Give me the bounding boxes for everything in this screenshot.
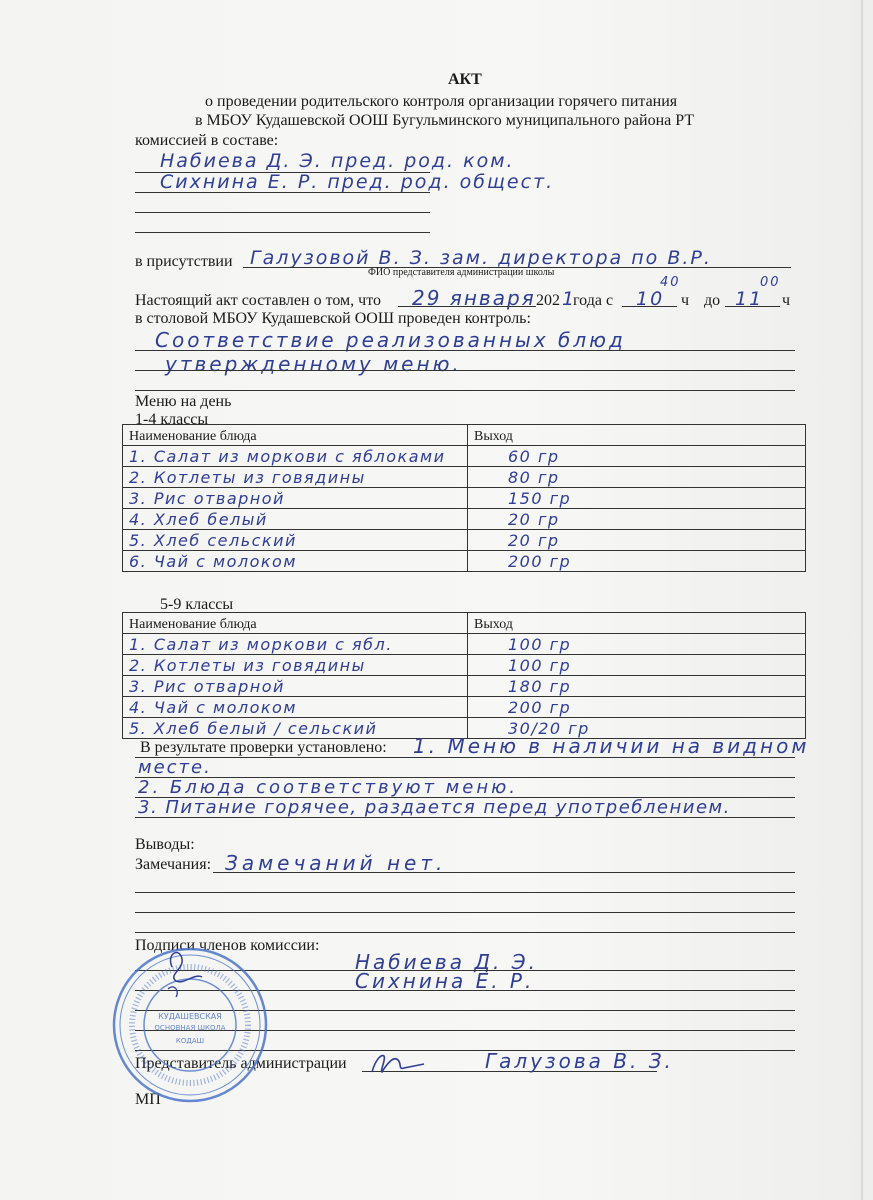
- result-label: В результате проверки установлено:: [140, 739, 387, 756]
- col-output-header: Выход: [468, 425, 806, 446]
- act-year-digit: 1: [562, 288, 577, 310]
- remarks-line-3: [135, 912, 795, 913]
- table-row: [123, 655, 806, 676]
- control-line-2: [135, 370, 795, 371]
- from-min: 40: [660, 275, 681, 290]
- svg-text:ОСНОВНАЯ ШКОЛА: ОСНОВНАЯ ШКОЛА: [154, 1024, 226, 1032]
- hours-label-2: ч: [782, 292, 791, 309]
- admin-signature: [368, 1050, 428, 1076]
- signature-name-1: Набиева Д. Э.: [355, 950, 538, 974]
- dish-name: 3. Рис отварной: [123, 488, 468, 509]
- dish-name: 2. Котлеты из говядины: [123, 467, 468, 488]
- act-title: АКТ: [448, 71, 482, 88]
- result-item-3: 2. Блюда соответствуют меню.: [138, 777, 518, 798]
- menu-label: Меню на день: [135, 393, 232, 410]
- admin-label: Представитель администрации: [135, 1055, 347, 1072]
- dish-name: 3. Рис отварной: [123, 676, 468, 697]
- grade-5-9-label: 5-9 классы: [160, 596, 234, 613]
- act-year-printed: 202: [536, 292, 560, 309]
- commission-line-4: [135, 232, 430, 233]
- dish-name: 1. Салат из моркови с яблоками: [123, 446, 468, 467]
- dish-output: 80 гр: [468, 467, 806, 488]
- dish-output: 60 гр: [468, 446, 806, 467]
- result-line-4: [135, 817, 795, 818]
- act-year-suffix: года с: [573, 292, 614, 309]
- admin-name: Галузова В. З.: [485, 1049, 674, 1073]
- dish-output: 100 гр: [468, 655, 806, 676]
- commission-label: комиссией в составе:: [135, 132, 279, 149]
- menu-table-5-9: [122, 612, 806, 739]
- table-row: [123, 697, 806, 718]
- table-row: [123, 467, 806, 488]
- dish-name: 4. Чай с молоком: [123, 697, 468, 718]
- to-label: до: [704, 292, 721, 309]
- dish-output: 30/20 гр: [468, 718, 806, 739]
- dish-output: 100 гр: [468, 634, 806, 655]
- commission-line-2: [135, 192, 430, 193]
- signature-name-2: Сихнина Е. Р.: [355, 969, 535, 993]
- dish-output: 200 гр: [468, 551, 806, 572]
- table-row: [123, 530, 806, 551]
- hours-label-1: ч: [681, 292, 690, 309]
- remarks-line-4: [135, 932, 795, 933]
- control-line-3: [135, 390, 795, 391]
- to-hour: 11: [735, 288, 764, 310]
- control-text-1: Соответствие реализованных блюд: [155, 328, 626, 352]
- from-hour: 10: [636, 288, 665, 310]
- school-stamp: [110, 945, 270, 1105]
- control-line-1: [135, 350, 795, 351]
- commission-line-3: [135, 212, 430, 213]
- remarks-value: Замечаний нет.: [225, 851, 447, 875]
- page-edge: [861, 0, 863, 1200]
- conclusions-label: Выводы:: [135, 836, 195, 853]
- dish-name: 5. Хлеб белый / сельский: [123, 718, 468, 739]
- col-name-header: Наименование блюда: [123, 613, 468, 634]
- dish-name: 5. Хлеб сельский: [123, 530, 468, 551]
- dish-output: 20 гр: [468, 509, 806, 530]
- act-line-2: в столовой МБОУ Кудашевской ООШ проведен контроль:: [135, 310, 531, 327]
- control-text-2: утвержденному меню.: [165, 352, 462, 376]
- table-header-row: [123, 613, 806, 634]
- col-name-header: Наименование блюда: [123, 425, 468, 446]
- remarks-line-2: [135, 892, 795, 893]
- table-row: [123, 509, 806, 530]
- act-subtitle-2: в МБОУ Кудашевской ООШ Бугульминского муниципального района РТ: [195, 112, 695, 129]
- presence-value: Галузовой В. З. зам. директора по В.Р.: [250, 247, 712, 269]
- commission-member-2: Сихнина Е. Р. пред. род. общест.: [160, 171, 555, 193]
- menu-table-1-4: [122, 424, 806, 572]
- act-date: 29 января: [412, 286, 536, 310]
- mp-label: МП: [135, 1091, 161, 1108]
- remarks-label: Замечания:: [135, 856, 212, 873]
- svg-text:КУДАШЕВСКАЯ: КУДАШЕВСКАЯ: [158, 1012, 222, 1021]
- act-subtitle-1: о проведении родительского контроля организации горячего питания: [205, 93, 678, 110]
- table-row: [123, 488, 806, 509]
- result-item-4: 3. Питание горячее, раздается перед употреблением.: [138, 797, 731, 818]
- svg-text:КОДАШ: КОДАШ: [175, 1037, 205, 1045]
- presence-label: в присутствии: [135, 253, 233, 270]
- col-output-header: Выход: [468, 613, 806, 634]
- table-row: [123, 634, 806, 655]
- act-text-prefix: Настоящий акт составлен о том, что: [135, 292, 382, 309]
- commission-member-1: Набиева Д. Э. пред. род. ком.: [160, 150, 515, 172]
- dish-output: 20 гр: [468, 530, 806, 551]
- table-row: [123, 551, 806, 572]
- signatures-label: Подписи членов комиссии:: [135, 937, 320, 954]
- presence-caption: ФИО представителя администрации школы: [368, 267, 555, 278]
- grade-1-4-label: 1-4 классы: [135, 411, 209, 428]
- to-min: 00: [760, 275, 781, 290]
- result-line-1: [135, 757, 795, 758]
- result-item-2: месте.: [138, 757, 212, 778]
- dish-name: 1. Салат из моркови с ябл.: [123, 634, 468, 655]
- dish-name: 2. Котлеты из говядины: [123, 655, 468, 676]
- remarks-line-1: [213, 872, 795, 873]
- dish-name: 4. Хлеб белый: [123, 509, 468, 530]
- dish-output: 150 гр: [468, 488, 806, 509]
- table-row: [123, 676, 806, 697]
- result-item-1: 1. Меню в наличии на видном: [413, 734, 810, 758]
- table-header-row: [123, 425, 806, 446]
- dish-output: 200 гр: [468, 697, 806, 718]
- table-row: [123, 446, 806, 467]
- dish-name: 6. Чай с молоком: [123, 551, 468, 572]
- dish-output: 180 гр: [468, 676, 806, 697]
